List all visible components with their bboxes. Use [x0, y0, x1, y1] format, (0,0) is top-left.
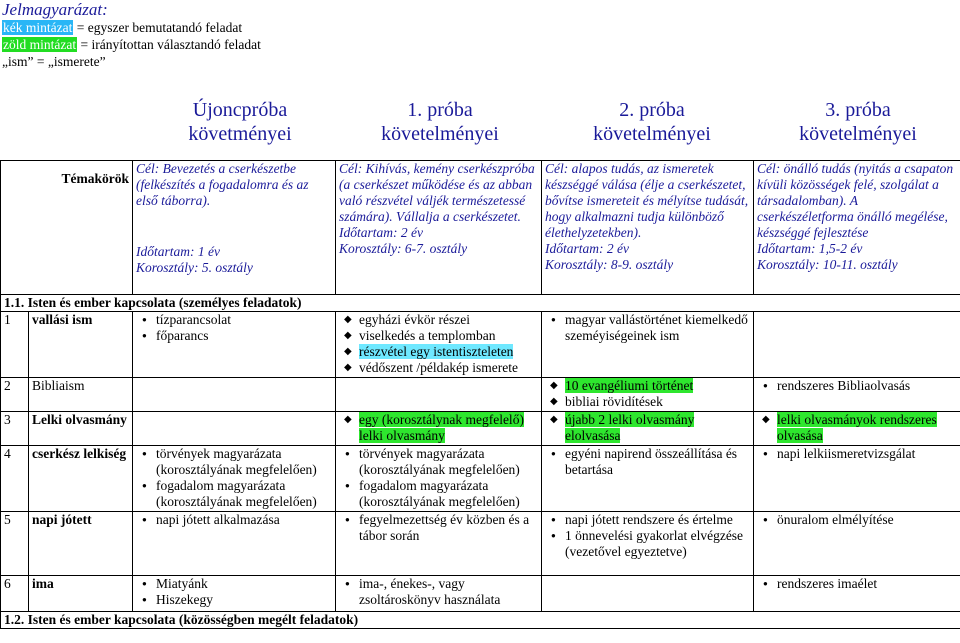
legend-blue: kék mintázat = egyszer bemutatandó feladat [3, 20, 243, 35]
row-label: vallási ism [29, 312, 133, 378]
header-ujonc: Újoncpróba követményei [188, 99, 292, 145]
header-proba-1: 1. próba követelményei [381, 99, 499, 145]
header-proba-2: 2. próba követelményei [593, 99, 711, 145]
goal-proba-3: Cél: önálló tudás (nyitás a csapaton kívüli közösségek felé, szolgálat a társadalomban). A cserkészéletforma önálló megélése, készséggé fejlesztése Időtartam: 1,5-2 év Korosztály: 10-11. osztály [754, 161, 960, 295]
header-proba-3: 3. próba követelményei [799, 99, 917, 145]
goal-proba-2: Cél: alapos tudás, az ismeretek készséggé válása (élje a cserkészetet, bővítse ismereteit és mélyítse tudását, hogy alkalmazni tudja különböző élethelyzetekben). Időtartam: 2 év Korosztály: 8-9. osztály [542, 161, 754, 295]
row-label: cserkész lelkiség [29, 446, 133, 512]
legend-title: Jelmagyarázat: [2, 0, 108, 19]
table-row: 3 Lelki olvasmány ◆ egy (korosztálynak megfelelő) lelki olvasmány ◆ újabb 2 lelki olvasmány elolvasása ◆ lelki olvasmányok rendszeres olvasása [1, 412, 960, 446]
section-row [1, 295, 960, 312]
requirements-table [0, 160, 960, 629]
table-row: 5 napi jótett ● napi jótett alkalmazása ● fegyelmezettség év közben és a tábor során ● napi jótett rendszere és értelme ● 1 önnevelési gyakorlat elvégzése (vezetővel egyeztetve) ● önuralom elmélyítése [1, 512, 960, 576]
legend [2, 0, 362, 70]
row-label: ima [29, 576, 133, 612]
topics-label: Témakörök [1, 161, 133, 295]
legend-ism: „ism” = „ismerete” [2, 54, 106, 69]
goal-ujonc: Cél: Bevezetés a cserkészetbe (felkészítés a fogadalomra és az első táborra). Időtartam: 1 év Korosztály: 5. osztály [133, 161, 336, 295]
row-label: Lelki olvasmány [29, 412, 133, 446]
table-row: 6 ima ● Miatyánk ● Hiszekegy ● ima-, énekes-, vagy zsoltároskönyv használata ● rendszeres imaélet [1, 576, 960, 612]
goal-proba-1: Cél: Kihívás, kemény cserkészpróba (a cserkészet működése és az abban való részvétel váljék természetessé számára). Vállalja a cserkészetet. Időtartam: 2 év Korosztály: 6-7. osztály [336, 161, 542, 295]
table-row: 1 vallási ism ● tízparancsolat ● főparancs ◆ egyházi évkör részei ◆ viselkedés a templomban ◆ részvétel egy istentiszteleten ◆ védőszent /példakép ismerete ● magyar vallástörténet kiemelkedő szeméyiségeinek ism [1, 312, 960, 378]
row-label: Bibliaism [29, 378, 133, 412]
row-label: napi jótett [29, 512, 133, 576]
section-row [1, 612, 960, 629]
legend-green: zöld mintázat = irányítottan választandó feladat [3, 37, 261, 52]
section-title: 1.2. Isten és ember kapcsolata (közösségben megélt feladatok) [1, 612, 960, 629]
section-title: 1.1. Isten és ember kapcsolata (személyes feladatok) [1, 295, 960, 312]
goals-row [1, 161, 960, 295]
table-row: 4 cserkész lelkiség ● törvények magyarázata (korosztályának megfelelően) ● fogadalom magyarázata (korosztályának megfelelően) ● törvények magyarázata (korosztályának megfelelően) ● fogadalom magyarázata (korosztályának megfelelően) ● egyéni napirend összeállítása és betartása ● napi lelkiismeretvizsgálat [1, 446, 960, 512]
table-row: 2 Bibliaism ◆ 10 evangéliumi történet ◆ bibliai rövidítések ● rendszeres Bibliaolvasás [1, 378, 960, 412]
